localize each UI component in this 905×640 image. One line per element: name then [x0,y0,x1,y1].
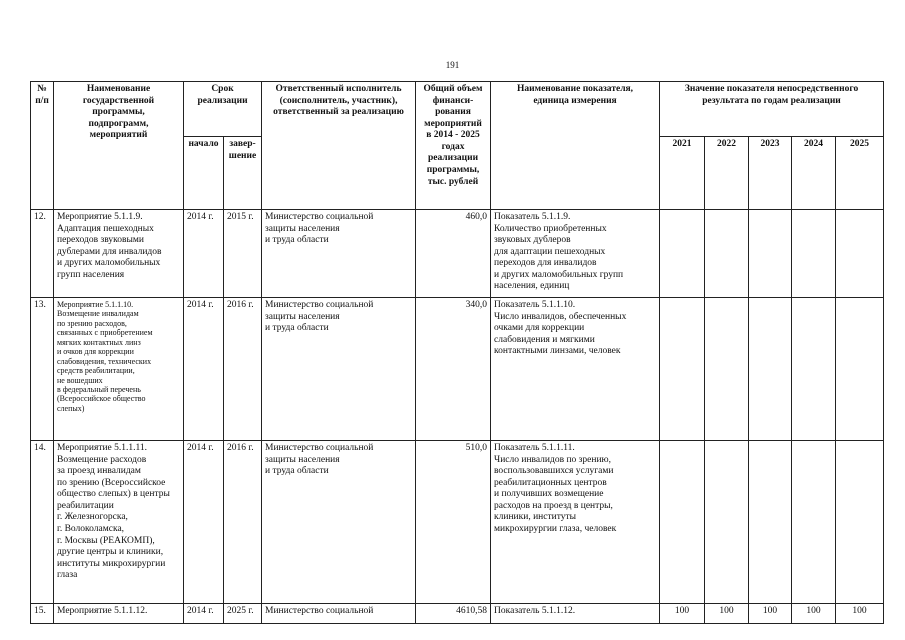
page-number: 191 [445,60,460,70]
row-name: Мероприятие 5.1.1.11. Возмещение расходов за проезд инвалидам по зрению (Всероссийское общество слепых) в центры реабилитации г. Железногорска, г. Волоколамска, г. Москвы (РЕАКОМП), другие центры и клиники, институты микрохирургии глаза [54,441,184,604]
table-header [31,82,884,210]
row-value [792,210,836,298]
row-value [705,441,749,604]
row-volume: 460,0 [416,210,491,298]
table-row [31,210,884,298]
header-year: 2024 [792,137,836,210]
row-end: 2016 г. [224,441,262,604]
row-value [836,210,884,298]
header-year: 2022 [705,137,749,210]
row-num: 14. [31,441,54,604]
header-num: № п/п [31,82,54,210]
header-name: Наименование государственной программы, подпрограмм, мероприятий [54,82,184,210]
row-end: 2025 г. [224,604,262,624]
row-volume: 510,0 [416,441,491,604]
row-value: 100 [749,604,792,624]
row-value: 100 [836,604,884,624]
row-start: 2014 г. [184,298,224,441]
row-num: 12. [31,210,54,298]
row-end: 2016 г. [224,298,262,441]
row-value [749,441,792,604]
table-row [31,604,884,624]
row-value [749,298,792,441]
row-name: Мероприятие 5.1.1.12. [54,604,184,624]
header-term: Срок реализации [184,82,262,137]
row-value [749,210,792,298]
header-values: Значение показателя непосредственного результата по годам реализации [660,82,884,137]
header-year: 2023 [749,137,792,210]
row-start: 2014 г. [184,441,224,604]
row-indicator: Показатель 5.1.1.11. Число инвалидов по зрению, воспользовавшихся услугами реабилитационных центров и получивших возмещение расходов на проезд в центры, клиники, институты микрохирургии глаза, человек [491,441,660,604]
row-indicator: Показатель 5.1.1.12. [491,604,660,624]
header-start: начало [184,137,224,210]
row-value [836,298,884,441]
row-value [705,298,749,441]
header-year: 2021 [660,137,705,210]
row-value [705,210,749,298]
header-indicator: Наименование показателя, единица измерения [491,82,660,210]
row-value [660,210,705,298]
row-start: 2014 г. [184,210,224,298]
row-volume: 340,0 [416,298,491,441]
row-executor: Министерство социальной защиты населения и труда области [262,441,416,604]
row-value: 100 [660,604,705,624]
row-num: 13. [31,298,54,441]
row-indicator: Показатель 5.1.1.9. Количество приобретенных звуковых дублеров для адаптации пешеходных переходов для инвалидов и других маломобильных групп населения, единиц [491,210,660,298]
row-value [792,298,836,441]
row-value: 100 [705,604,749,624]
row-executor: Министерство социальной защиты населения и труда области [262,210,416,298]
row-name: Мероприятие 5.1.1.10. Возмещение инвалидам по зрению расходов, связанных с приобретением мягких контактных линз и очков для коррекции слабовидения, технических средств реабилитации, не вошедших в федеральный перечень (Всероссийское общество слепых) [54,298,184,441]
row-num: 15. [31,604,54,624]
row-executor: Министерство социальной защиты населения и труда области [262,298,416,441]
row-value [660,441,705,604]
header-volume: Общий объем финанси- рования мероприятий в 2014 - 2025 годах реализации программы, тыс. рублей [416,82,491,210]
row-value [836,441,884,604]
header-year: 2025 [836,137,884,210]
table-row [31,298,884,441]
row-name: Мероприятие 5.1.1.9. Адаптация пешеходных переходов звуковыми дублерами для инвалидов и других маломобильных групп населения [54,210,184,298]
row-value [792,441,836,604]
row-value: 100 [792,604,836,624]
header-executor: Ответственный исполнитель (соисполнитель, участник), ответственный за реализацию [262,82,416,210]
row-value [660,298,705,441]
row-end: 2015 г. [224,210,262,298]
row-volume: 4610,58 [416,604,491,624]
header-end: завер- шение [224,137,262,210]
program-table [30,81,884,624]
row-executor: Министерство социальной [262,604,416,624]
row-indicator: Показатель 5.1.1.10. Число инвалидов, обеспеченных очками для коррекции слабовидения и мягкими контактными линзами, человек [491,298,660,441]
table-row [31,441,884,604]
row-start: 2014 г. [184,604,224,624]
